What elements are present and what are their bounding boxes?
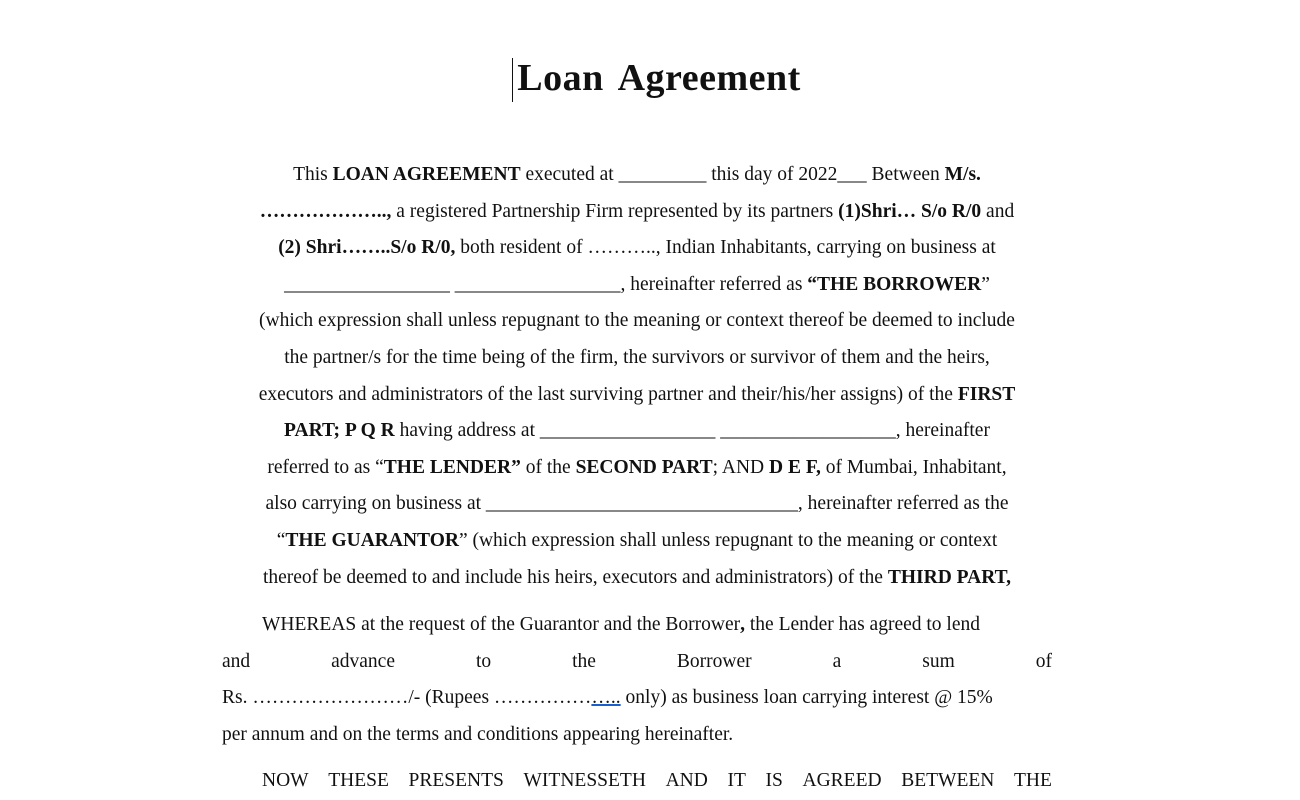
text-line: _________________ _________________, hereinafter referred as “THE BORROWER” <box>284 273 990 295</box>
word: Borrower <box>676 650 752 672</box>
word: AGREED <box>802 770 882 791</box>
word: PRESENTS <box>408 770 504 791</box>
text-line: executors and administrators of the last surviving partner and their/his/her assigns) of the FIRST <box>258 383 1016 405</box>
document-title: Loan Agreement <box>517 57 801 99</box>
word: BETWEEN <box>901 770 995 791</box>
text-line: the partner/s for the time being of the firm, the survivors or survivor of them and the heirs, <box>284 346 990 368</box>
proofing-marked-text[interactable]: ….. <box>591 687 621 709</box>
word: IS <box>765 770 783 791</box>
whereas-paragraph <box>222 607 1052 753</box>
text-line: “THE GUARANTOR” (which expression shall unless repugnant to the meaning or context <box>276 529 998 551</box>
word: of <box>1035 650 1052 672</box>
text-line: (which expression shall unless repugnant to the meaning or context thereof be deemed to include <box>259 310 1015 332</box>
word: AND <box>665 770 708 791</box>
word: a <box>832 650 842 672</box>
word: IT <box>727 770 746 791</box>
text-line: thereof be deemed to and include his heirs, executors and administrators) of the THIRD PART, <box>262 566 1012 588</box>
witnesseth-paragraph <box>222 763 1052 800</box>
text-line: per annum and on the terms and conditions appearing hereinafter. <box>222 723 734 745</box>
text-line: PART; P Q R having address at __________________ __________________, hereinafter <box>284 420 990 442</box>
justified-text-line <box>222 763 1052 800</box>
word: WITNESSETH <box>523 770 646 791</box>
agreement-preamble-paragraph <box>222 157 1052 596</box>
text-line: WHEREAS at the request of the Guarantor and the Borrower, the Lender has agreed to lend <box>262 614 980 635</box>
word: THE <box>1014 770 1052 791</box>
word: the <box>572 650 596 672</box>
word: sum <box>922 650 955 672</box>
word: and <box>222 650 251 672</box>
text-line: Rs. ……………………/- (Rupees ……………….. only) as business loan carrying interest @ 15% <box>222 687 993 709</box>
word: advance <box>331 650 395 672</box>
justified-text-line <box>222 644 1052 681</box>
word: THESE <box>328 770 389 791</box>
text-line: (2) Shri……..S/o R/0, both resident of ……….., Indian Inhabitants, carrying on business at <box>278 237 996 259</box>
text-line: ……………….., a registered Partnership Firm represented by its partners (1)Shri… S/o R/0 and <box>259 200 1015 222</box>
word: NOW <box>262 770 309 791</box>
text-line: This LOAN AGREEMENT executed at _________ this day of 2022___ Between M/s. <box>293 164 981 185</box>
text-line: referred to as “THE LENDER” of the SECOND PART; AND D E F, of Mumbai, Inhabitant, <box>267 456 1007 478</box>
word: to <box>475 650 492 672</box>
text-line: also carrying on business at ________________________________, hereinafter referred as the <box>265 493 1009 515</box>
